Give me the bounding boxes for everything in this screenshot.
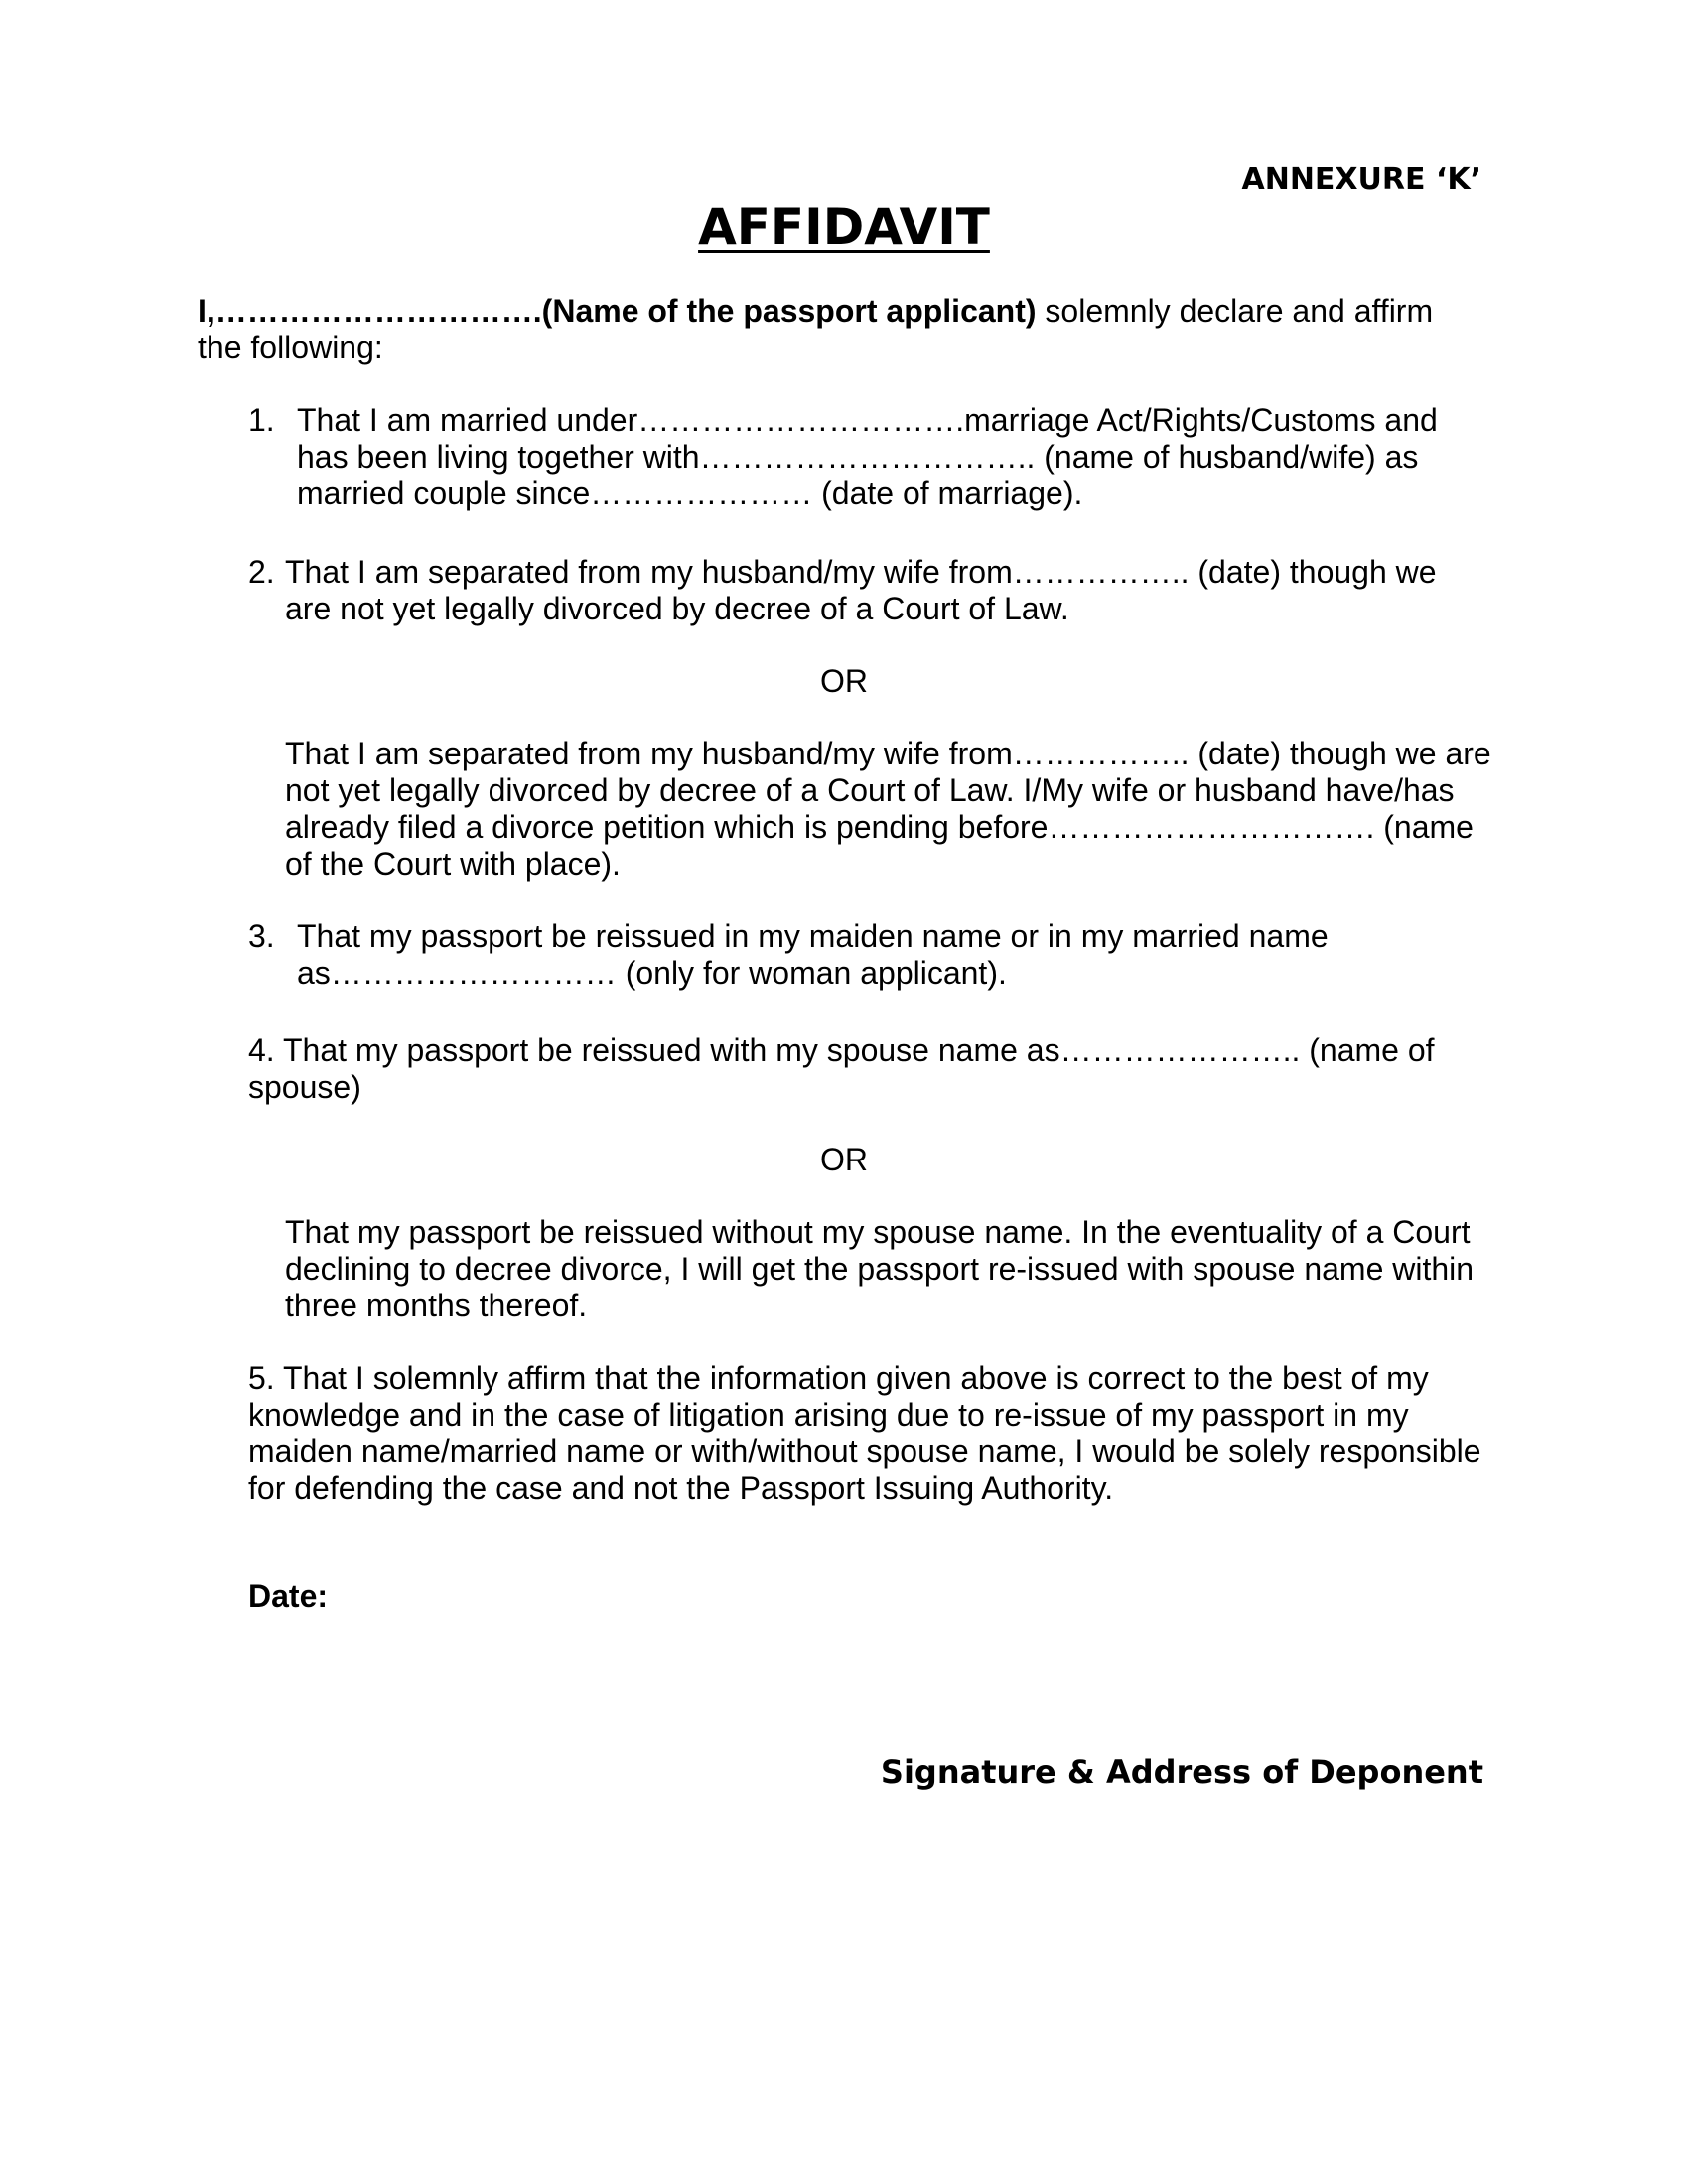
clause-2 bbox=[248, 554, 1489, 627]
signature-label: Signature & Address of Deponent bbox=[880, 1753, 1483, 1791]
document-title: AFFIDAVIT bbox=[698, 199, 990, 256]
intro-paragraph bbox=[198, 293, 1478, 366]
clause-2-number: 2. bbox=[248, 554, 275, 590]
clause-4: 4. That my passport be reissued with my spouse name as………………….. (name of spouse) bbox=[248, 1032, 1435, 1105]
clause-3-text: That my passport be reissued in my maiden name or in my married name as……………………… (only for woman applicant). bbox=[297, 918, 1329, 991]
or-separator-1: OR bbox=[820, 663, 868, 699]
clause-1 bbox=[248, 402, 1489, 512]
clause-2-text: That I am separated from my husband/my wife from…………….. (date) though we are not yet legally divorced by decree of a Court of Law. bbox=[285, 554, 1437, 626]
or-separator-2: OR bbox=[820, 1142, 868, 1177]
intro-declaration-text: solemnly declare and affirm the following: bbox=[198, 293, 1434, 365]
date-label: Date: bbox=[248, 1578, 329, 1614]
clause-1-text: That I am married under………………………….marriage Act/Rights/Customs and has been living together with………………………….. (name of husband/wife) as married couple since………………… (date of marriage). bbox=[297, 402, 1438, 511]
clause-1-number: 1. bbox=[248, 402, 275, 438]
clause-4-alternative: That my passport be reissued without my spouse name. In the eventuality of a Court declining to decree divorce, I will get the passport re-issued with spouse name within three months thereof. bbox=[285, 1214, 1475, 1323]
clause-5: 5. That I solemnly affirm that the information given above is correct to the best of my knowledge and in the case of litigation arising due to re-issue of my passport in my maiden name/married name or with/without spouse name, I would be solely responsible for defending the case and not the Passport Issuing Authority. bbox=[248, 1360, 1481, 1506]
clause-2-alternative: That I am separated from my husband/my wife from…………….. (date) though we are not yet legally divorced by decree of a Court of Law. I/My wife or husband have/has already filed a divorce petition which is pending before…………………………. (name of the Court with place). bbox=[285, 736, 1491, 882]
intro-name-placeholder: I,………………………….(Name of the passport applicant) bbox=[198, 293, 1037, 329]
clause-3 bbox=[248, 918, 1489, 992]
clause-3-number: 3. bbox=[248, 918, 275, 954]
annexure-label: ANNEXURE ‘K’ bbox=[1241, 162, 1481, 197]
